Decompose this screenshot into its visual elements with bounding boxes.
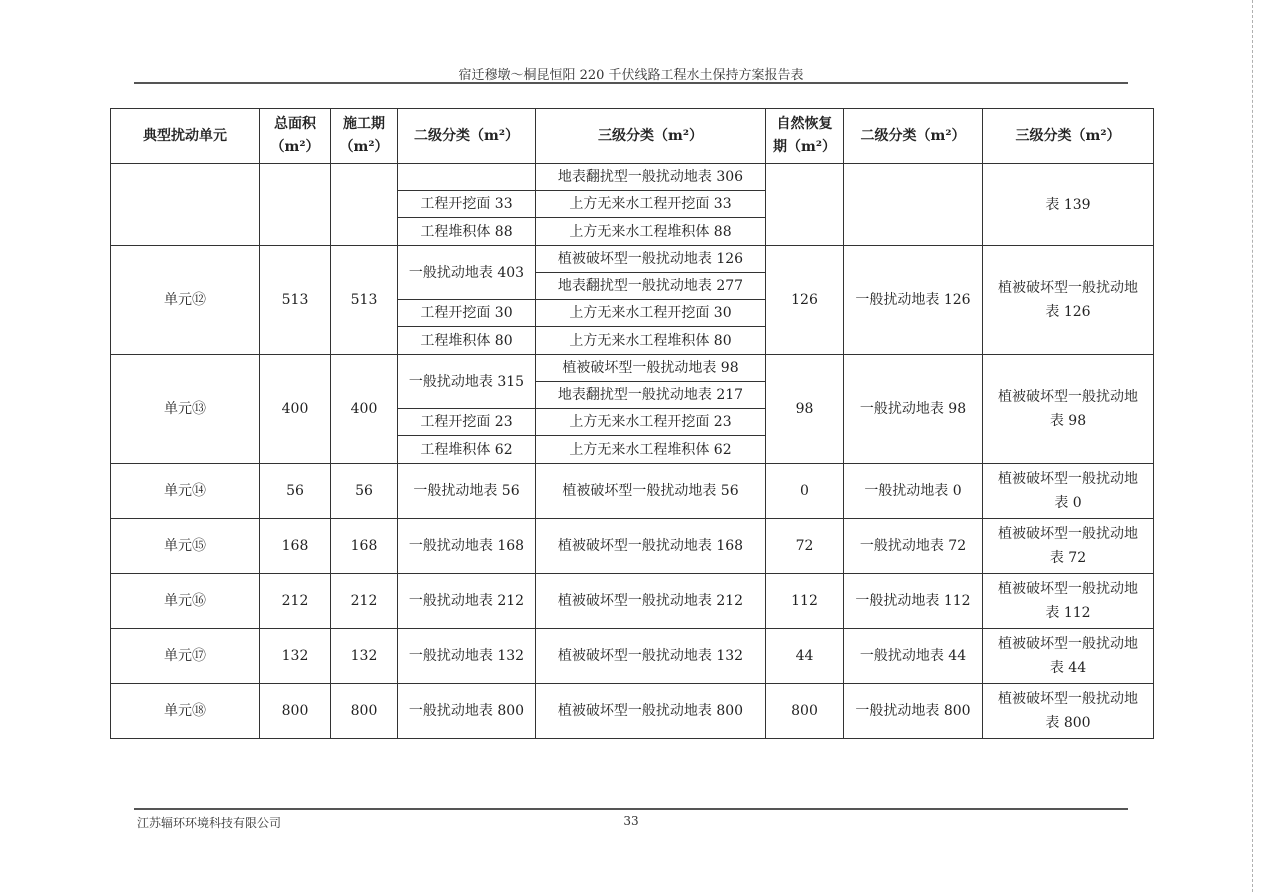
- tertiary2-line: 表 126: [1045, 304, 1091, 320]
- cont-tertiary2-cell: 表 139: [983, 164, 1154, 246]
- total-area-cell: 212: [260, 574, 331, 629]
- unit-name-cell: 单元⑮: [111, 519, 260, 574]
- header-recovery: 自然恢复期（m²）: [766, 109, 844, 164]
- secondary-cell: 工程堆积体 80: [398, 327, 536, 355]
- tertiary-cell: 植被破坏型一般扰动地表 168: [536, 519, 766, 574]
- cont-tertiary-cell: 上方无来水工程堆积体 88: [536, 218, 766, 246]
- cont-secondary-blank: [398, 164, 536, 191]
- cont-tertiary-cell: 地表翻扰型一般扰动地表 306: [536, 164, 766, 191]
- table-row: [111, 464, 1154, 519]
- tertiary-cell: 植被破坏型一般扰动地表 126: [536, 246, 766, 273]
- table-header-row: [111, 109, 1154, 164]
- cont-construction-cell: [331, 164, 398, 246]
- secondary2-cell: 一般扰动地表 72: [844, 519, 983, 574]
- cont-tertiary-cell: 上方无来水工程开挖面 33: [536, 191, 766, 218]
- table-row: [111, 574, 1154, 629]
- total-area-cell: 132: [260, 629, 331, 684]
- recovery-cell: 126: [766, 246, 844, 355]
- tertiary2-line: 表 0: [1054, 495, 1082, 511]
- header-unit: 典型扰动单元: [111, 109, 260, 164]
- secondary-cell: 工程开挖面 30: [398, 300, 536, 327]
- recovery-cell: 98: [766, 355, 844, 464]
- secondary-cell: 一般扰动地表 800: [398, 684, 536, 739]
- tertiary2-line: 植被破坏型一般扰动地: [998, 581, 1138, 597]
- tertiary2-cell: [983, 519, 1154, 574]
- footer-rule: [134, 808, 1128, 810]
- secondary2-cell: 一般扰动地表 0: [844, 464, 983, 519]
- cont-secondary2-cell: [844, 164, 983, 246]
- table-row: [111, 629, 1154, 684]
- total-area-cell: 400: [260, 355, 331, 464]
- construction-cell: 212: [331, 574, 398, 629]
- header-rule: [134, 82, 1128, 84]
- recovery-cell: 800: [766, 684, 844, 739]
- recovery-cell: 0: [766, 464, 844, 519]
- header-tertiary2: 三级分类（m²）: [983, 109, 1154, 164]
- total-area-cell: 56: [260, 464, 331, 519]
- tertiary-cell: 上方无来水工程堆积体 80: [536, 327, 766, 355]
- tertiary2-cell: [983, 246, 1154, 355]
- tertiary-cell: 上方无来水工程开挖面 23: [536, 409, 766, 436]
- construction-cell: 800: [331, 684, 398, 739]
- cont-total-cell: [260, 164, 331, 246]
- recovery-cell: 72: [766, 519, 844, 574]
- recovery-cell: 44: [766, 629, 844, 684]
- cont-unit-cell: [111, 164, 260, 246]
- unit-name-cell: 单元⑯: [111, 574, 260, 629]
- tertiary2-line: 植被破坏型一般扰动地: [998, 526, 1138, 542]
- secondary2-cell: 一般扰动地表 800: [844, 684, 983, 739]
- tertiary2-line: 表 72: [1049, 550, 1087, 566]
- table-row: [111, 519, 1154, 574]
- tertiary2-cell: [983, 684, 1154, 739]
- header-tertiary: 三级分类（m²）: [536, 109, 766, 164]
- tertiary2-line: 植被破坏型一般扰动地: [998, 389, 1138, 405]
- disturbance-unit-table: [110, 108, 1154, 739]
- tertiary-cell: 上方无来水工程堆积体 62: [536, 436, 766, 464]
- tertiary2-line: 表 98: [1049, 413, 1087, 429]
- tertiary-cell: 上方无来水工程开挖面 30: [536, 300, 766, 327]
- construction-cell: 168: [331, 519, 398, 574]
- tertiary2-line: 植被破坏型一般扰动地: [998, 691, 1138, 707]
- unit-name-cell: 单元⑫: [111, 246, 260, 355]
- table-row: [111, 684, 1154, 739]
- header-total-area: 总面积（m²）: [260, 109, 331, 164]
- secondary2-cell: 一般扰动地表 98: [844, 355, 983, 464]
- table-row: [111, 164, 1154, 191]
- tertiary-cell: 植被破坏型一般扰动地表 212: [536, 574, 766, 629]
- total-area-cell: 513: [260, 246, 331, 355]
- secondary2-cell: 一般扰动地表 112: [844, 574, 983, 629]
- construction-cell: 513: [331, 246, 398, 355]
- cont-secondary-cell: 工程开挖面 33: [398, 191, 536, 218]
- construction-cell: 400: [331, 355, 398, 464]
- tertiary2-cell: [983, 574, 1154, 629]
- cont-secondary-cell: 工程堆积体 88: [398, 218, 536, 246]
- tertiary2-cell: [983, 464, 1154, 519]
- secondary-cell: 工程开挖面 23: [398, 409, 536, 436]
- secondary-cell: 一般扰动地表 168: [398, 519, 536, 574]
- unit-name-cell: 单元⑱: [111, 684, 260, 739]
- secondary-cell: 工程堆积体 62: [398, 436, 536, 464]
- construction-cell: 132: [331, 629, 398, 684]
- secondary-cell: 一般扰动地表 212: [398, 574, 536, 629]
- header-secondary2: 二级分类（m²）: [844, 109, 983, 164]
- header-construction: 施工期（m²）: [331, 109, 398, 164]
- tertiary-cell: 植被破坏型一般扰动地表 132: [536, 629, 766, 684]
- tertiary2-line: 表 44: [1049, 660, 1087, 676]
- recovery-cell: 112: [766, 574, 844, 629]
- secondary-cell: 一般扰动地表 132: [398, 629, 536, 684]
- secondary2-cell: 一般扰动地表 44: [844, 629, 983, 684]
- cont-recovery-cell: [766, 164, 844, 246]
- tertiary2-line: 植被破坏型一般扰动地: [998, 280, 1138, 296]
- unit-name-cell: 单元⑭: [111, 464, 260, 519]
- tertiary-cell: 植被破坏型一般扰动地表 800: [536, 684, 766, 739]
- total-area-cell: 800: [260, 684, 331, 739]
- document-header-title: 宿迁穆墩～桐昆恒阳 220 千伏线路工程水土保持方案报告表: [458, 68, 804, 83]
- tertiary2-line: 植被破坏型一般扰动地: [998, 636, 1138, 652]
- footer-company: 江苏辐环环境科技有限公司: [137, 816, 282, 830]
- tertiary-cell: 植被破坏型一般扰动地表 56: [536, 464, 766, 519]
- tertiary-cell: 植被破坏型一般扰动地表 98: [536, 355, 766, 382]
- construction-cell: 56: [331, 464, 398, 519]
- page-number: 33: [623, 814, 639, 828]
- tertiary2-line: 植被破坏型一般扰动地: [998, 471, 1138, 487]
- unit-name-cell: 单元⑰: [111, 629, 260, 684]
- page-edge-line: [1252, 0, 1253, 892]
- secondary-cell: 一般扰动地表 315: [398, 355, 536, 409]
- table-row: [111, 246, 1154, 273]
- tertiary-cell: 地表翻扰型一般扰动地表 277: [536, 273, 766, 300]
- tertiary2-line: 表 800: [1045, 715, 1091, 731]
- header-secondary: 二级分类（m²）: [398, 109, 536, 164]
- unit-name-cell: 单元⑬: [111, 355, 260, 464]
- tertiary2-cell: [983, 629, 1154, 684]
- tertiary2-cell: [983, 355, 1154, 464]
- tertiary2-line: 表 112: [1045, 605, 1091, 621]
- total-area-cell: 168: [260, 519, 331, 574]
- table-row: [111, 355, 1154, 382]
- secondary2-cell: 一般扰动地表 126: [844, 246, 983, 355]
- secondary-cell: 一般扰动地表 403: [398, 246, 536, 300]
- tertiary-cell: 地表翻扰型一般扰动地表 217: [536, 382, 766, 409]
- secondary-cell: 一般扰动地表 56: [398, 464, 536, 519]
